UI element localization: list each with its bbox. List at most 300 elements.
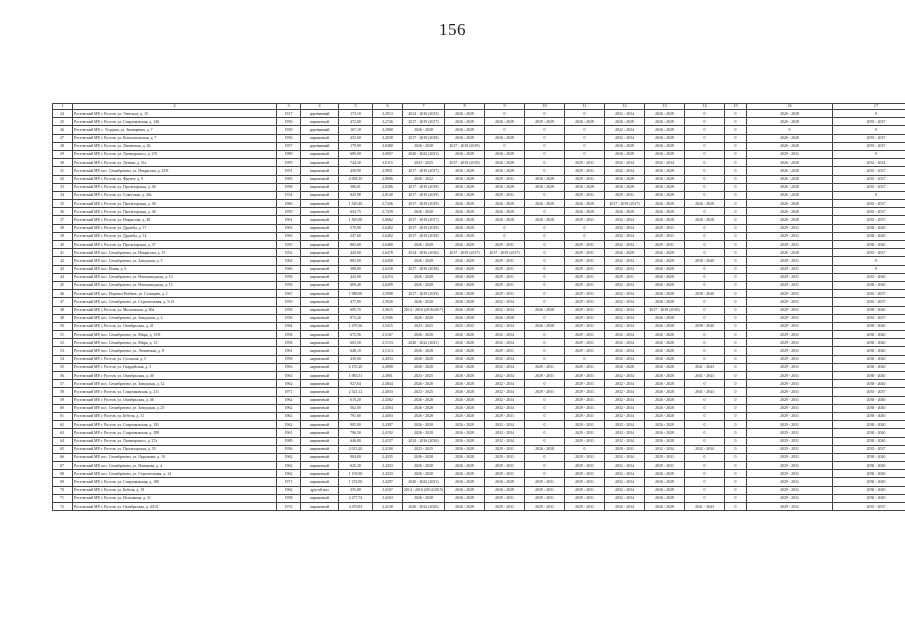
table-cell: 2026 - 2028 (445, 183, 485, 191)
table-cell: 2029 - 2031 (565, 380, 605, 388)
table-cell: 2026 - 2028 (645, 372, 685, 380)
table-cell: 1971 (277, 388, 301, 396)
address-cell: Ростовский МР, пос. Семибратово, ул. Новикова, д. 4 (73, 462, 277, 470)
table-cell: 0 (685, 412, 725, 420)
address-cell: Ростовский МР, г. Ростов, ул. Пролетарская, д. 30 (73, 200, 277, 208)
table-cell: 0 (725, 126, 747, 134)
table-cell: 43. (53, 265, 73, 273)
table-cell: 0 (565, 150, 605, 158)
table-cell: 2038 - 2040 (833, 306, 905, 314)
table-cell: 2029 - 2031 (565, 167, 605, 175)
address-cell: Ростовский МР, пос. Семибратово, ул. Заводская, д. 2 (73, 314, 277, 322)
table-row (53, 396, 905, 404)
table-cell: кирпичный (301, 118, 339, 126)
table-cell: 2,4157 (373, 437, 403, 445)
table-cell: 2032 - 2034 (605, 167, 645, 175)
table-cell: 0 (685, 437, 725, 445)
table-cell: 2029 - 2031 (485, 412, 525, 420)
table-cell: 2032 - 2034 (605, 437, 645, 445)
table-cell: 2026 - 2028 (747, 200, 833, 208)
address-cell: Ростовский МР, пос. Семибратово, ул. Мира, д. 15/8 (73, 331, 277, 339)
table-cell: 2038 - 2040 (833, 462, 905, 470)
table-row (53, 486, 905, 494)
table-row (53, 429, 905, 437)
table-cell: 0 (525, 380, 565, 388)
table-cell: 675,56 (339, 331, 373, 339)
table-cell: 2026 - 2028 (445, 167, 485, 175)
table-cell: 2032 - 2034 (685, 445, 725, 453)
table-cell: 3,2726 (373, 118, 403, 126)
address-cell: Ростовский МР, г. Ростов, ул. Пролетарская, д. 36 (73, 208, 277, 216)
table-cell: 2017 - 2019 (2019) (403, 200, 445, 208)
table-cell: 1962 (277, 462, 301, 470)
table-cell: 2026 - 2028 (445, 503, 485, 511)
table-cell: 2029 - 2031 (645, 453, 685, 461)
table-cell: 2038 - 2040 (833, 478, 905, 486)
table-cell: 2026 - 2028 (747, 110, 833, 118)
table-cell: 2029 - 2031 (605, 191, 645, 199)
table-cell: 2029 - 2031 (747, 421, 833, 429)
table-cell: 2029 - 2031 (565, 159, 605, 167)
table-cell: кирпичный (301, 265, 339, 273)
table-cell: 0 (685, 404, 725, 412)
table-cell: 2029 - 2031 (485, 290, 525, 298)
table-cell: 2026 - 2028 (445, 265, 485, 273)
table-cell: кирпичный (301, 429, 339, 437)
table-cell: 2,4563 (373, 412, 403, 420)
table-cell: 2029 - 2031 (485, 257, 525, 265)
table-cell: кирпичный (301, 462, 339, 470)
table-cell: 0 (685, 281, 725, 289)
table-cell: 3,0115 (373, 159, 403, 167)
table-cell: 2032 - 2034 (605, 412, 645, 420)
table-cell: 0 (685, 380, 725, 388)
table-cell: 2,4833 (373, 388, 403, 396)
table-cell: 2,4397 (373, 421, 403, 429)
table-cell: 646,80 (339, 437, 373, 445)
table-cell: 179,90 (339, 142, 373, 150)
table-cell: 2029 - 2031 (747, 372, 833, 380)
table-cell: 2,6478 (373, 249, 403, 257)
table-row (53, 478, 905, 486)
table-cell: 2029 - 2031 (565, 339, 605, 347)
table-cell: 3,0057 (373, 150, 403, 158)
table-cell: 1958 (277, 331, 301, 339)
address-cell: Ростовский МР, г. Ростов, ул. Октябрьская, д. 41 (73, 322, 277, 330)
table-cell: 0 (525, 290, 565, 298)
table-cell: 0 (725, 486, 747, 494)
table-cell: 2017 - 2019 (2019) (645, 306, 685, 314)
table-cell: 52. (53, 339, 73, 347)
table-cell: 0 (725, 388, 747, 396)
table-cell: кирпичный (301, 470, 339, 478)
table-cell: кирпичный (301, 257, 339, 265)
table-cell: 0 (725, 159, 747, 167)
table-cell: 443,00 (339, 273, 373, 281)
header-cell: 8 (445, 104, 485, 110)
table-cell: 0 (685, 167, 725, 175)
address-cell: Ростовский МР, г. Ростов, ул. Советская, д. 20а (73, 191, 277, 199)
table-cell: 2026 - 2028 (645, 142, 685, 150)
header-cell: 17 (833, 104, 905, 110)
table-cell: 72. (53, 503, 73, 511)
address-cell: Ростовский МР, г. Ростов, ул. Бебеля, д. 31 (73, 412, 277, 420)
table-body (53, 110, 905, 511)
table-cell: 2032 - 2034 (605, 347, 645, 355)
table-cell: 2038 - 2040 (833, 331, 905, 339)
table-cell: 2029 - 2031 (747, 363, 833, 371)
table-cell: 1952 (277, 249, 301, 257)
table-cell: 1930 (277, 126, 301, 134)
table-cell: 2017 - 2019 (2019) (445, 142, 485, 150)
address-cell: Ростовский МР, пос. Семибратово, ул. Строительная, д. 5/13 (73, 298, 277, 306)
table-cell: 2029 - 2031 (747, 437, 833, 445)
table-cell: 0 (833, 257, 905, 265)
table-cell: 744,30 (339, 159, 373, 167)
table-cell: 0 (725, 273, 747, 281)
table-cell: 2035 - 2037 (833, 175, 905, 183)
table-cell: 36. (53, 208, 73, 216)
table-cell: 2,8140 (373, 191, 403, 199)
table-cell: 2032 - 2034 (605, 241, 645, 249)
table-cell: 41. (53, 249, 73, 257)
table-cell: 2,4138 (373, 503, 403, 511)
table-cell: 1963 (277, 372, 301, 380)
table-cell: 2026 - 2028 (645, 503, 685, 511)
table-row (53, 437, 905, 445)
table-cell: кирпичный (301, 322, 339, 330)
table-cell: 2026 - 2028 (565, 208, 605, 216)
table-cell: 2029 - 2031 (565, 462, 605, 470)
table-cell: 0 (525, 249, 565, 257)
table-cell: 2,5920 (373, 298, 403, 306)
table-cell: 452,60 (339, 134, 373, 142)
table-cell: 398,80 (339, 265, 373, 273)
table-cell: 2026 - 2028 (645, 191, 685, 199)
table-row (53, 150, 905, 158)
table-cell: кирпичный (301, 191, 339, 199)
table-cell: 796,50 (339, 429, 373, 437)
table-cell: 40. (53, 241, 73, 249)
table-cell: 2029 - 2031 (565, 437, 605, 445)
table-cell: 2038 - 2040 (833, 281, 905, 289)
table-cell: 0 (725, 224, 747, 232)
table-cell: 2,5506 (373, 314, 403, 322)
table-cell: 2035 - 2037 (833, 298, 905, 306)
table-cell: 2026 - 2028 (645, 339, 685, 347)
table-cell: 2029 - 2031 (565, 175, 605, 183)
table-cell: 2023 - 2025 (445, 322, 485, 330)
address-cell: Ростовский МР, пос. Семибратово, ул. Заводская, д. 5 (73, 257, 277, 265)
table-cell: 2026 - 2028 (747, 183, 833, 191)
table-cell: 2026 - 2028 (645, 175, 685, 183)
table-cell: кирпичный (301, 134, 339, 142)
table-row (53, 372, 905, 380)
address-cell: Ростовский МР, пос. Семибратово, ул. Новозаводская, д. 15 (73, 281, 277, 289)
table-cell: 1958 (277, 306, 301, 314)
table-cell: 2023 - 2025 (403, 445, 445, 453)
table-cell: 0 (725, 298, 747, 306)
table-cell: 1958 (277, 281, 301, 289)
table-cell: 2026 - 2028 (645, 478, 685, 486)
table-cell: 1958 (277, 355, 301, 363)
table-row (53, 503, 905, 511)
table-cell: кирпичный (301, 445, 339, 453)
table-cell: 2023 - 2025 (403, 372, 445, 380)
table-cell: 0 (485, 126, 525, 134)
header-cell: 6 (373, 104, 403, 110)
table-cell: 2026 - 2028 (445, 372, 485, 380)
table-cell: 2026 - 2028 (485, 134, 525, 142)
table-cell: 562,00 (339, 404, 373, 412)
table-cell: кирпичный (301, 347, 339, 355)
table-cell: 1957 (277, 142, 301, 150)
table-cell: 1 274,90 (339, 478, 373, 486)
table-cell: кирпичный (301, 331, 339, 339)
table-cell: 38. (53, 224, 73, 232)
table-cell: 2 013,20 (339, 445, 373, 453)
table-cell: 2029 - 2031 (485, 453, 525, 461)
table-cell: 3,2913 (373, 110, 403, 118)
table-cell: 0 (725, 249, 747, 257)
table-cell: 3,2968 (373, 126, 403, 134)
table-row (53, 257, 905, 265)
table-cell: 2026 - 2028 (485, 118, 525, 126)
table-cell: 2032 - 2034 (605, 486, 645, 494)
table-cell: 2029 - 2031 (747, 241, 833, 249)
table-cell: 2029 - 2031 (747, 322, 833, 330)
table-cell: 2029 - 2031 (565, 470, 605, 478)
header-cell: 12 (605, 104, 645, 110)
table-cell: 2,4353 (373, 462, 403, 470)
table-cell: 1962 (277, 453, 301, 461)
table-cell: 2026 - 2028 (403, 404, 445, 412)
table-cell: 2029 - 2031 (525, 478, 565, 486)
header-cell: 15 (725, 104, 747, 110)
address-cell: Ростовский МР, г. Ростов, ул. Пролетарская, д. 37 (73, 241, 277, 249)
table-cell: 2038 - 2040 (833, 421, 905, 429)
table-cell: кирпичный (301, 232, 339, 240)
table-cell: 2026 - 2028 (445, 290, 485, 298)
table-cell: 2029 - 2031 (747, 380, 833, 388)
table-cell: 0 (685, 265, 725, 273)
table-cell: 2038 - 2040 (833, 412, 905, 420)
address-cell: Ростовский МР, г. Ростов, ул. Спартаковская, д. 146 (73, 118, 277, 126)
table-row (53, 273, 905, 281)
table-cell: 2029 - 2031 (605, 273, 645, 281)
table-cell: 0 (525, 347, 565, 355)
table-cell: 2026 - 2028 (445, 298, 485, 306)
table-cell: 1965 (277, 232, 301, 240)
address-cell: Ростовский МР, с. Угодичи, ул. Звонаревка, д. 7 (73, 126, 277, 134)
table-cell: 1958 (277, 494, 301, 502)
table-cell: 1960 (277, 265, 301, 273)
table-cell: 927,64 (339, 380, 373, 388)
table-cell: 2017 - 2019 (2017) (605, 200, 645, 208)
address-cell: Ростовский МР, г. Ростов, ул. Октябрьская, д. 44/31 (73, 503, 277, 511)
address-cell: Ростовский МР, пос. Семибратово, ул. Заводская, д. 25 (73, 404, 277, 412)
table-cell: 2032 - 2034 (605, 429, 645, 437)
table-cell: 2029 - 2031 (565, 396, 605, 404)
table-cell: 1962 (277, 412, 301, 420)
table-cell: 0 (525, 421, 565, 429)
table-cell: 2035 - 2037 (833, 134, 905, 142)
table-row (53, 183, 905, 191)
table-cell: 35. (53, 200, 73, 208)
table-cell: 2029 - 2031 (565, 421, 605, 429)
table-cell: 2,6480 (373, 241, 403, 249)
table-cell: кирпичный (301, 306, 339, 314)
table-cell: 2026 - 2028 (403, 355, 445, 363)
table-cell: 0 (525, 437, 565, 445)
table-cell: 0 (685, 306, 725, 314)
table-cell: 2029 - 2031 (565, 191, 605, 199)
table-cell: 2026 - 2028 (445, 347, 485, 355)
table-cell: 2038 - 2040 (833, 232, 905, 240)
table-cell: 2,6338 (373, 265, 403, 273)
address-cell: Ростовский МР, пос. Семибратово, ул. Некрасова, д. 15 (73, 249, 277, 257)
table-cell: 0 (525, 429, 565, 437)
header-cell: 14 (685, 104, 725, 110)
table-cell: 0 (685, 486, 725, 494)
table-cell: 2026 - 2028 (645, 110, 685, 118)
table-row (53, 224, 905, 232)
address-cell: Ростовский МР, пос. Ишня, д. 6 (73, 265, 277, 273)
table-cell: 2029 - 2031 (747, 347, 833, 355)
table-cell: 2026 - 2028 (403, 241, 445, 249)
table-cell: 2014 - 2016 (2014/2015) (403, 486, 445, 494)
table-cell: 2038 - 2040 (833, 380, 905, 388)
table-cell: 2026 - 2028 (445, 494, 485, 502)
table-cell: 0 (685, 494, 725, 502)
table-cell: 2026 - 2028 (445, 281, 485, 289)
table-cell: 2026 - 2028 (445, 224, 485, 232)
table-cell: кирпичный (301, 453, 339, 461)
table-cell: 2026 - 2028 (403, 421, 445, 429)
table-cell: 47. (53, 298, 73, 306)
table-cell: 2029 - 2031 (747, 150, 833, 158)
table-cell: 2026 - 2028 (525, 306, 565, 314)
table-row (53, 265, 905, 273)
table-cell: 44. (53, 273, 73, 281)
address-cell: Ростовский МР, г. Ростов, ул. Октябрьская, д. 46 (73, 396, 277, 404)
table-cell: 2026 - 2028 (403, 494, 445, 502)
address-cell: Ростовский МР, г. Ростов, ул. Бебеля, д. 19 (73, 486, 277, 494)
table-cell: 791,60 (339, 412, 373, 420)
table-cell: 2026 - 2028 (485, 314, 525, 322)
header-cell: 16 (747, 104, 833, 110)
table-cell: 2026 - 2028 (445, 396, 485, 404)
table-cell: 2,5998 (373, 290, 403, 298)
header-cell: 2 (73, 104, 277, 110)
table-cell: 2026 - 2028 (445, 110, 485, 118)
table-cell: 2026 - 2028 (525, 216, 565, 224)
table-cell: 2026 - 2028 (645, 249, 685, 257)
address-cell: Ростовский МР, г. Ростов, ул. Спартаковская, д. 180 (73, 478, 277, 486)
table-cell: 0 (685, 429, 725, 437)
table-cell: 0 (725, 183, 747, 191)
table-row (53, 470, 905, 478)
table-row (53, 167, 905, 175)
table-cell: 2026 - 2028 (645, 470, 685, 478)
table-cell: 2014 - 2016 (2016) (403, 437, 445, 445)
table-cell: 2026 - 2028 (403, 380, 445, 388)
table-cell: 70. (53, 486, 73, 494)
table-cell: 2026 - 2028 (747, 216, 833, 224)
table-cell: 2026 - 2028 (485, 208, 525, 216)
table-cell: 2026 - 2028 (605, 118, 645, 126)
table-cell: 2035 - 2037 (833, 314, 905, 322)
table-cell: 0 (685, 118, 725, 126)
table-cell: 2038 - 2040 (833, 486, 905, 494)
table-cell: 2035 - 2037 (833, 167, 905, 175)
table-cell: 2026 - 2028 (403, 314, 445, 322)
table-cell: 0 (525, 208, 565, 216)
table-cell: 2026 - 2028 (645, 322, 685, 330)
table-cell: 0 (725, 281, 747, 289)
table-cell: 2026 - 2028 (645, 421, 685, 429)
table-cell: 2026 - 2028 (403, 429, 445, 437)
table-row (53, 347, 905, 355)
table-cell: 2029 - 2029 (525, 118, 565, 126)
table-cell: 26. (53, 126, 73, 134)
table-cell: 609,40 (339, 281, 373, 289)
table-cell: 51. (53, 331, 73, 339)
table-cell: 2,4333 (373, 470, 403, 478)
table-cell: 57. (53, 380, 73, 388)
table-cell: 2029 - 2031 (747, 486, 833, 494)
table-cell: 1951 (277, 167, 301, 175)
table-cell: 29. (53, 150, 73, 158)
table-cell: 2035 - 2037 (833, 503, 905, 511)
table-row (53, 241, 905, 249)
table-cell: 0 (685, 273, 725, 281)
table-cell: 0 (725, 306, 747, 314)
table-cell: 25. (53, 118, 73, 126)
table-cell: 0 (725, 216, 747, 224)
table-cell: 2029 - 2031 (747, 265, 833, 273)
table-cell: 2026 - 2028 (445, 437, 485, 445)
table-cell: 1956 (277, 118, 301, 126)
table-cell: 689,00 (339, 150, 373, 158)
table-cell: 2026 - 2028 (645, 437, 685, 445)
table-cell: 1989 (277, 150, 301, 158)
table-cell: 2026 - 2028 (645, 396, 685, 404)
table-row (53, 216, 905, 224)
table-cell: 167,10 (339, 126, 373, 134)
table-cell: 2035 - 2037 (833, 142, 905, 150)
table-cell: 2026 - 2028 (485, 216, 525, 224)
header-cell: 13 (645, 104, 685, 110)
table-cell: 2041 - 2043 (685, 372, 725, 380)
table-cell: 2023 - 2025 (403, 159, 445, 167)
table-cell: 0 (833, 191, 905, 199)
table-cell: 2029 - 2031 (565, 241, 605, 249)
table-cell: 1962 (277, 421, 301, 429)
table-cell: 0 (525, 265, 565, 273)
table-cell: 2,4844 (373, 380, 403, 388)
table-cell: 2038 - 2040 (833, 363, 905, 371)
table-cell: 2,4901 (373, 372, 403, 380)
table-cell: 2 155,20 (339, 363, 373, 371)
table-cell: 68. (53, 470, 73, 478)
table-cell: кирпичный (301, 208, 339, 216)
table-cell: 0 (685, 331, 725, 339)
table-cell: 2029 - 2031 (485, 503, 525, 511)
table-row (53, 453, 905, 461)
table-cell: 0 (725, 429, 747, 437)
header-cell: 5 (339, 104, 373, 110)
